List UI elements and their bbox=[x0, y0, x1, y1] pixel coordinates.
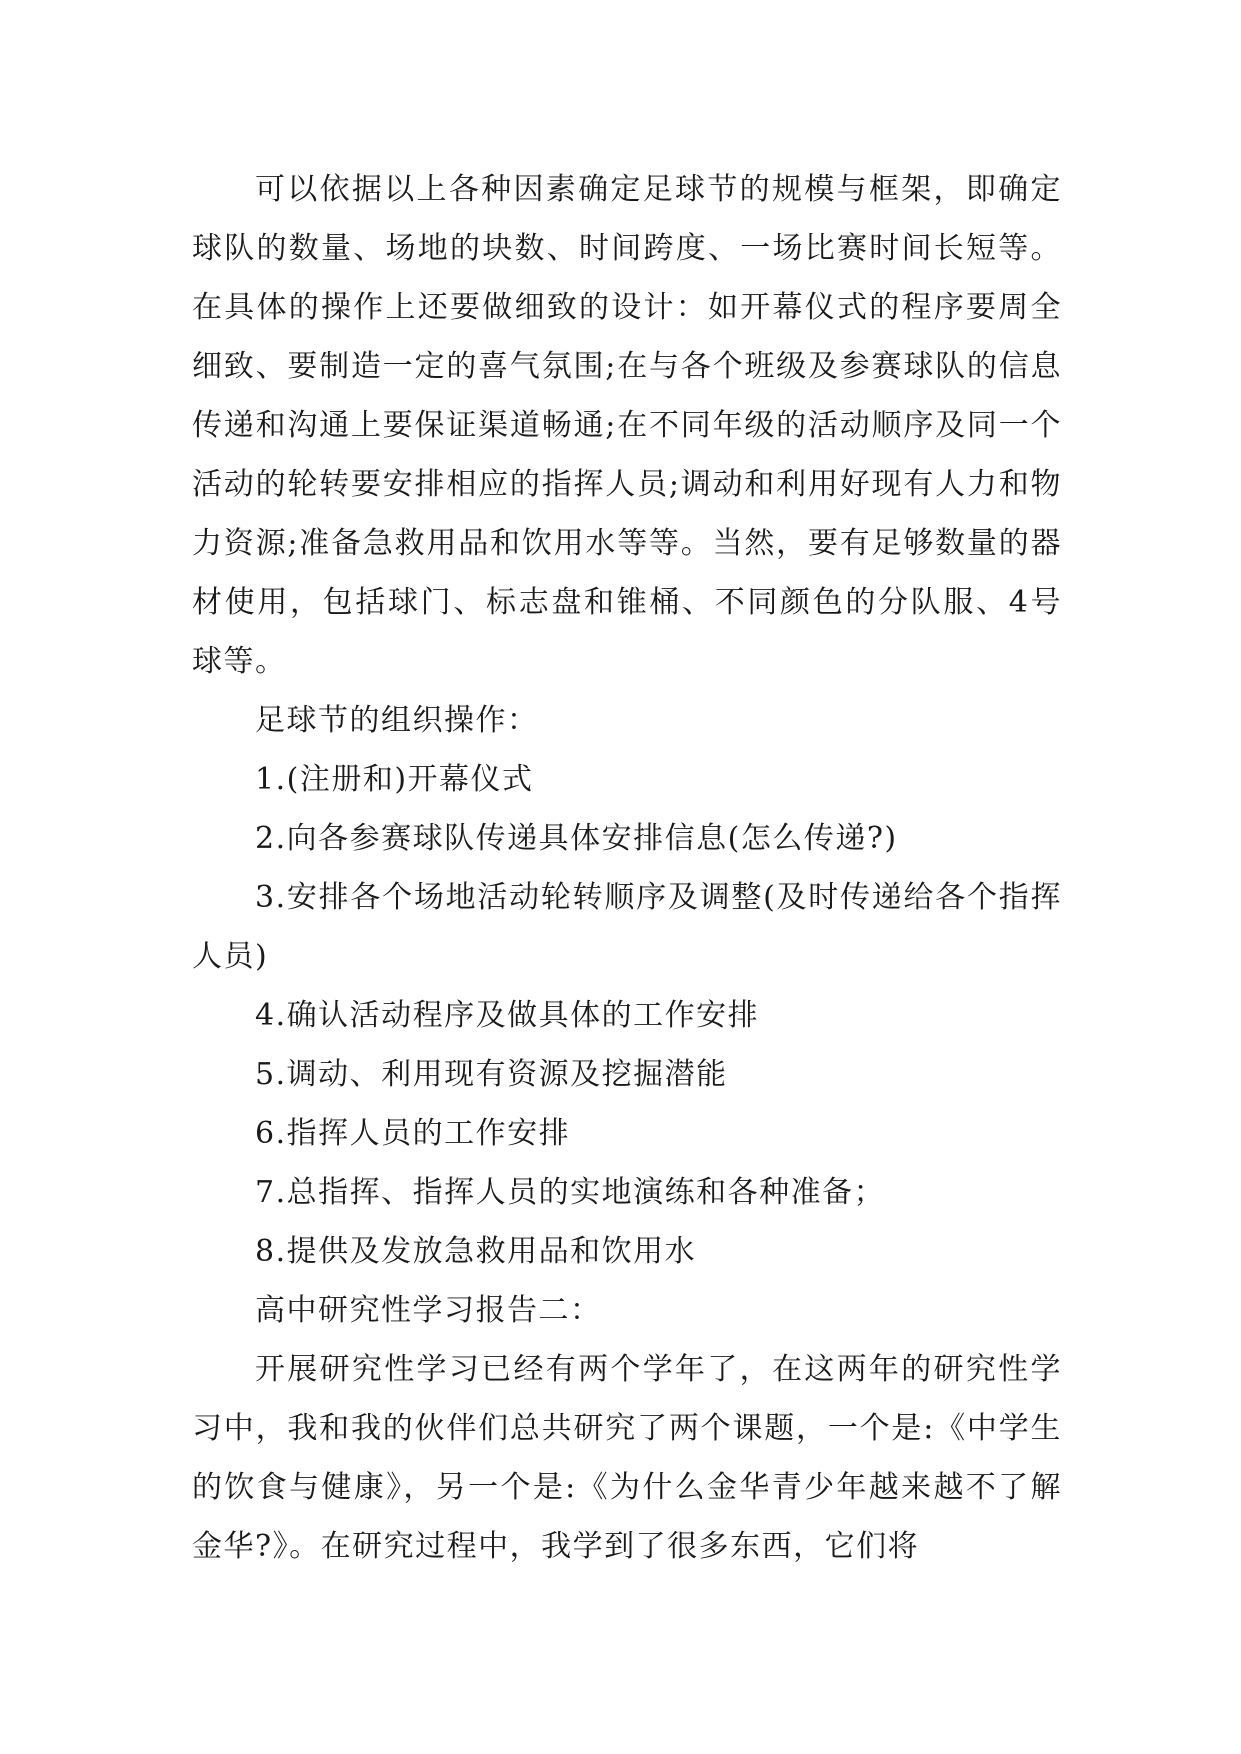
list-item-3: 3.安排各个场地活动轮转顺序及调整(及时传递给各个指挥人员) bbox=[192, 880, 1062, 974]
section-heading-report-two: 高中研究性学习报告二： bbox=[255, 1293, 602, 1328]
paragraph-research-intro: 开展研究性学习已经有两个学年了，在这两年的研究性学习中，我和我的伙伴们总共研究了两个课题，一个是:《中学生的饮食与健康》，另一个是:《为什么金华青少年越来越不了解金华?》。在研究过程中，我学到了很多东西，它们将 bbox=[192, 1352, 1062, 1564]
paragraph-organization-heading: 足球节的组织操作： bbox=[255, 703, 539, 738]
list-item-5: 5.调动、利用现有资源及挖掘潜能 bbox=[255, 1057, 728, 1092]
list-item-2: 2.向各参赛球队传递具体安排信息(怎么传递?) bbox=[255, 821, 898, 856]
list-item-8: 8.提供及发放急救用品和饮用水 bbox=[255, 1234, 697, 1269]
paragraph-scale-framework: 可以依据以上各种因素确定足球节的规模与框架，即确定球队的数量、场地的块数、时间跨度、一场比赛时间长短等。在具体的操作上还要做细致的设计：如开幕仪式的程序要周全细致、要制造一定的喜气氛围;在与各个班级及参赛球队的信息传递和沟通上要保证渠道畅通;在不同年级的活动顺序及同一个活动的轮转要安排相应的指挥人员;调动和利用好现有人力和物力资源;准备急救用品和饮用水等等。当然，要有足够数量的器材使用，包括球门、标志盘和锥桶、不同颜色的分队服、4号球等。 bbox=[192, 172, 1062, 679]
list-item-6: 6.指挥人员的工作安排 bbox=[255, 1116, 571, 1151]
list-item-1: 1.(注册和)开幕仪式 bbox=[255, 762, 534, 797]
list-item-4: 4.确认活动程序及做具体的工作安排 bbox=[255, 998, 760, 1033]
list-item-7: 7.总指挥、指挥人员的实地演练和各种准备； bbox=[255, 1175, 886, 1210]
document-page bbox=[192, 160, 1062, 1576]
